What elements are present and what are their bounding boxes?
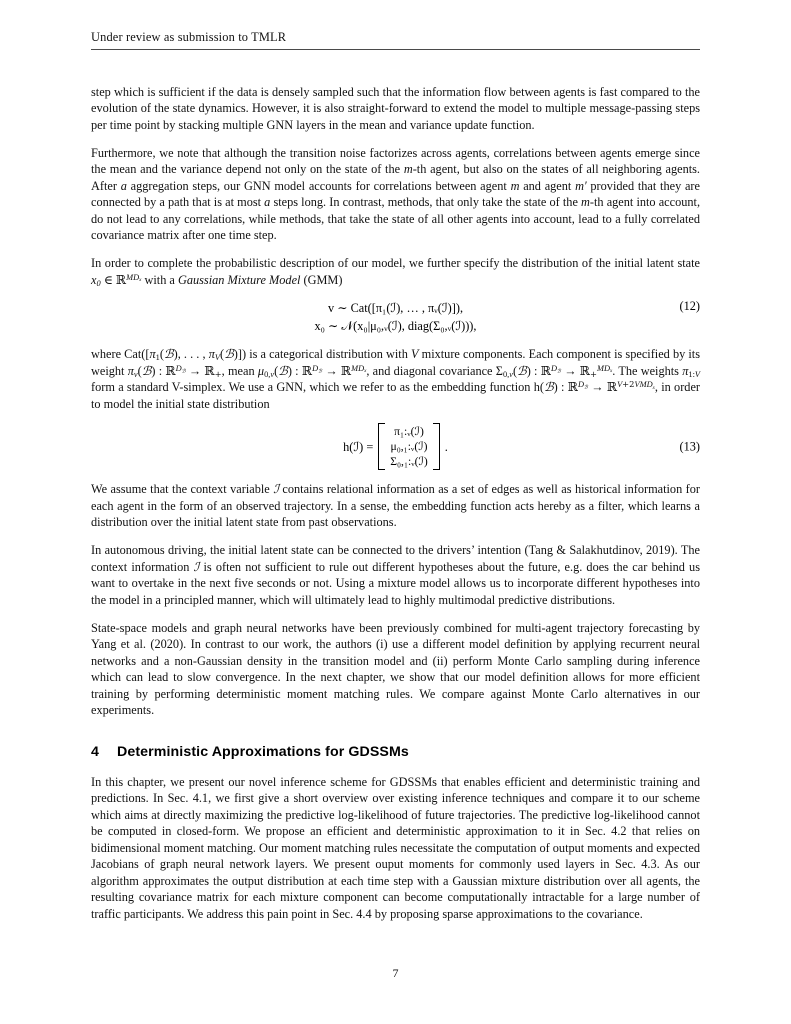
p2-seg-f: steps long. In contrast, methods, that only take the state of the <box>270 195 582 210</box>
paragraph-4 <box>91 346 700 412</box>
matrix-row-3: Σ₀,₁:ᵥ(ℐ) <box>390 455 428 469</box>
math-cat-expr: $Cat([\pi_1(ℬ)$, . . . , $\pi_V(ℬ)$]) <box>124 347 247 363</box>
p3-seg-c: (GMM) <box>300 272 343 287</box>
section-title: Deterministic Approximations for GDSSMs <box>117 743 409 760</box>
math-m-1: m <box>403 162 413 177</box>
math-sigma-map: $\Sigma_{0,v}(ℬ)$ : ℝ$^{D_ℬ}$ → ℝ$_+^{MD_x}$ <box>495 363 613 380</box>
equation-12-number: (12) <box>679 299 700 314</box>
paragraph-1: step which is sufficient if the data is densely sampled such that the information flow between agents is fast compared to the evolution of the state dynamics. However, it is also straight-forward to extend the model to multiple message-passing steps per time point by stacking multiple GNN layers in the mean and variance update function. <box>91 84 700 132</box>
math-x0: $x_0$ <box>91 272 101 289</box>
p6-seg-b: is often not sufficient to rule out different hypotheses about the future, e.g. does the car behind us want to overtake in the next five seconds or not. Using a mixture model allows us to incorporate different hypotheses into the model in a principled manner, which will ultimately lead to highly multimodal predictive distributions. <box>91 559 700 607</box>
equation-12-block <box>91 299 700 335</box>
math-reals-MDx: ℝ$^{MD_x}$ <box>115 272 142 287</box>
math-cal-I-2: ℐ <box>193 559 200 574</box>
math-mu-map: $\mu_{0,v}(ℬ)$ : ℝ$^{D_ℬ}$ → ℝ$^{MD_x}$ <box>257 363 367 380</box>
math-a-1: a <box>120 178 127 193</box>
paragraph-7: State-space models and graph neural networks have been previously combined for multi-agent trajectory forecasting by Yang et al. (2020). In contrast to our work, the authors (i) use a different model definition by applying recurrent neural networks and a non-Gaussian density in the transition model and (ii) perform Monte Carlo sampling during inference which can lead to slow convergence. In the next chapter, we show that our model definition allows for more efficient training by performing deterministic moment matching rules. We compare against Monte Carlo alternatives in our experiments. <box>91 620 700 718</box>
paragraph-3: In order to complete the probabilistic description of our model, we further specify the distribution of the initial latent state $x_0$ ∈ ℝ$^{MD_x}$ with a Gaussian Mixture Model (GMM) <box>91 256 700 289</box>
p4-seg-b: is a categorical distribution with <box>246 347 411 362</box>
p4-seg-d: , mean <box>221 363 258 378</box>
body-text-block <box>91 84 700 923</box>
paragraph-8: In this chapter, we present our novel inference scheme for GDSSMs that enables efficient and deterministic training and predictions. In Sec. 4.1, we first give a short overview over existing inference techniques and compare it to our scheme which aims at directly maximizing the predictive log-likelihood of future trajectories. The predictive log-likelihood cannot be computed in closed-form. We propose an efficient and deterministic approximation to it in Sec. 4.2 that relies on bidimensional moment matching. Our moment matching rules necessitate the computation of output moments and expected Jacobians of graph neural network layers. We present ouput moments for commonly used layers in Sec. 4.3. As our algorithm approximates the output distribution at each time step with a Gaussian mixture distribution over all agents, the resulting covariance matrix for each mixture component can become computationally intractable for a large number of traffic participants. We address this pain point in Sec. 4.4 by proposing sparse approximations to the covariance. <box>91 774 700 921</box>
p3-gmm-italic: Gaussian Mixture Model <box>177 272 301 287</box>
matrix-column <box>387 423 431 470</box>
equation-13-body <box>91 423 700 470</box>
p2-seg-e: provided that they are connected by a path that is at most <box>91 178 700 210</box>
math-pi-v-map: $\pi_v(ℬ)$ : ℝ$^{D_ℬ}$ → ℝ$_+$ <box>127 363 222 380</box>
math-m-2: m <box>510 178 520 193</box>
equation-13-trailer: . <box>444 439 448 454</box>
p3-seg-a: In order to complete the probabilistic description of our model, we further specify the distribution of the initial latent state <box>91 256 700 271</box>
p4-seg-h: , in order to model the initial state distribution <box>91 380 701 411</box>
equation-13-number: (13) <box>679 439 700 454</box>
p2-seg-b: -th agent, but also on the states of all neighboring agents. After <box>91 162 701 193</box>
math-cal-I-1: ℐ <box>273 482 279 497</box>
equation-13-block <box>91 423 700 470</box>
p5-seg-b: contains relational information as a set of edges as well as historical information for each agent in the form of an observed trajectory. In a sense, the embedding function acts hereby as a filter, which learns a distribution over the initial latent state from past observations. <box>91 482 701 530</box>
p2-seg-c: aggregation steps, our GNN model accounts for correlations between agent <box>126 178 511 193</box>
paragraph-2 <box>91 145 700 244</box>
matrix-bracket-left <box>378 423 385 470</box>
math-h-map: h(ℬ) : ℝ$^{D_ℬ}$ → ℝ$^{V+2VMD_x}$ <box>533 379 655 395</box>
equation-13-expression <box>343 423 448 470</box>
math-a-2: a <box>264 195 271 210</box>
section-heading <box>91 744 700 760</box>
math-m-3: m <box>581 195 590 210</box>
equation-12-body <box>91 299 700 335</box>
p6-seg-a: In autonomous driving, the initial latent state can be connected to the drivers’ intention (Tang & Salakhutdinov, 2019). The context information <box>91 543 700 574</box>
p2-seg-a: Furthermore, we note that although the transition noise factorizes across agents, correlations between agents emerge since the mean and the variance depend not only on the state of the <box>91 145 700 177</box>
section-number: 4 <box>91 743 99 760</box>
paragraph-5 <box>91 481 700 531</box>
p4-seg-g: form a standard V-simplex. We use a GNN, which we refer to as the embedding function <box>91 380 534 395</box>
p2-seg-d: and agent <box>519 178 576 193</box>
math-pi-1V: $\pi_{1:V}$ <box>682 363 701 380</box>
p4-seg-f: . The weights <box>612 363 683 378</box>
equation-13-lhs: h(ℐ) = <box>343 439 374 454</box>
p3-seg-b: with a <box>141 272 178 287</box>
p2-seg-g: -th agent into account, do not lead to any correlations, while methods, that take the state of all other agents into account, lead to a fully correlated covariance matrix after one time step. <box>91 195 701 243</box>
running-header: Under review as submission to TMLR <box>91 30 700 50</box>
matrix-bracket-right <box>433 423 440 470</box>
p4-seg-c: mixture components. Each component is specified by its weight <box>91 347 700 378</box>
p4-seg-e: , and diagonal covariance <box>366 363 496 378</box>
page-content <box>91 30 700 934</box>
page-number: 7 <box>392 966 399 980</box>
paragraph-6 <box>91 542 700 608</box>
p5-seg-a: We assume that the context variable <box>91 482 274 497</box>
matrix-row-1: π₁:ᵥ(ℐ) <box>394 425 424 439</box>
math-V-1: V <box>410 347 419 362</box>
equation-12-line-2: x₀ ∼ 𝒩(x₀|μ₀,ᵥ(ℐ), diag(Σ₀,ᵥ(ℐ))), <box>314 319 477 334</box>
equation-12-line-1: v ∼ Cat([π₁(ℐ), … , πᵥ(ℐ)]), <box>327 301 464 316</box>
matrix-row-2: μ₀,₁:ᵥ(ℐ) <box>390 440 428 454</box>
p4-seg-a: where <box>91 347 125 362</box>
math-m-prime: m′ <box>575 178 587 193</box>
